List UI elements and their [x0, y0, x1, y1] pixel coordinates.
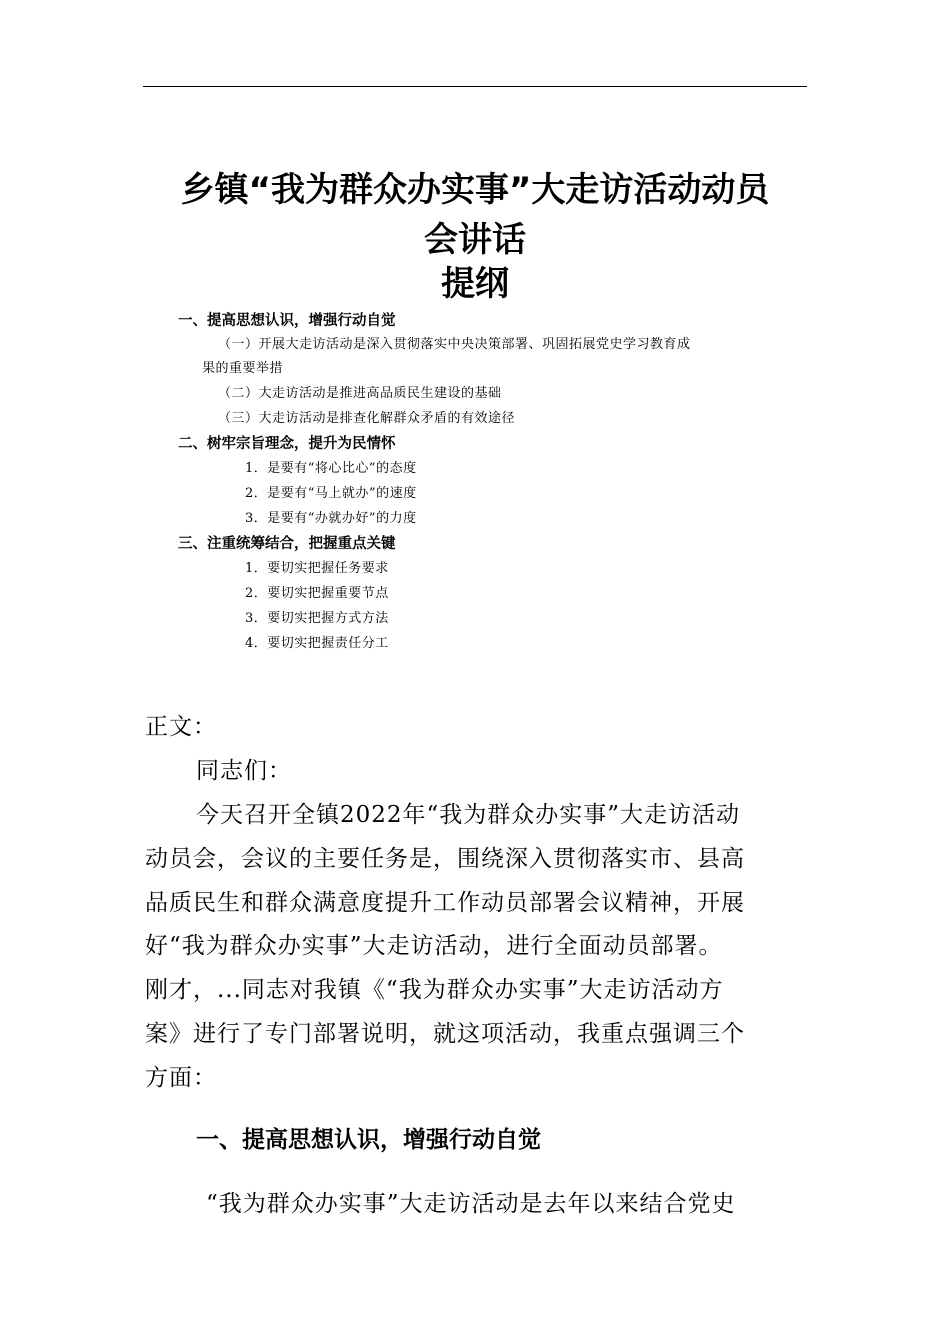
- paragraph-line: 动员会，会议的主要任务是，围绕深入贯彻落实市、县高: [145, 846, 745, 872]
- document-title-line-3: 提纲: [441, 264, 509, 304]
- paragraph-line: “我为群众办实事”大走访活动是去年以来结合党史: [206, 1191, 736, 1217]
- outline-item: 2．是要有“马上就办”的速度: [245, 486, 417, 501]
- header-rule: [143, 86, 807, 87]
- outline-section-heading: 三、注重统筹结合，把握重点关键: [178, 536, 396, 552]
- outline-item: 4．要切实把握责任分工: [245, 636, 389, 651]
- outline-section-heading: 二、树牢宗旨理念，提升为民情怀: [178, 436, 396, 452]
- outline-item: 1．是要有“将心比心”的态度: [245, 461, 417, 476]
- outline-item: 2．要切实把握重要节点: [245, 586, 389, 601]
- document-title-line-2: 会讲话: [424, 220, 526, 260]
- paragraph-line: 好“我为群众办实事”大走访活动，进行全面动员部署。: [145, 933, 723, 959]
- outline-item: 1．要切实把握任务要求: [245, 561, 389, 576]
- outline-item: （一）开展大走访活动是深入贯彻落实中央决策部署、巩固拓展党史学习教育成: [218, 337, 691, 352]
- paragraph-line: 案》进行了专门部署说明，就这项活动，我重点强调三个: [145, 1021, 745, 1047]
- outline-item: 3．要切实把握方式方法: [245, 611, 389, 626]
- paragraph-line: 刚才，...同志对我镇《“我为群众办实事”大走访活动方: [145, 977, 724, 1003]
- paragraph-line: 方面：: [145, 1065, 217, 1091]
- outline-item: （二）大走访活动是推进高品质民生建设的基础: [218, 386, 502, 401]
- outline-section-heading: 一、提高思想认识，增强行动自觉: [178, 313, 396, 329]
- outline-item: （三）大走访活动是排查化解群众矛盾的有效途径: [218, 411, 516, 426]
- salutation: 同志们：: [196, 758, 292, 784]
- paragraph-line: 今天召开全镇2022年“我为群众办实事”大走访活动: [196, 802, 741, 828]
- body-label: 正文：: [145, 714, 217, 740]
- document-title-line-1: 乡镇“我为群众办实事”大走访活动动员: [180, 170, 770, 210]
- outline-item: 果的重要举措: [202, 361, 284, 376]
- outline-item: 3．是要有“办就办好”的力度: [245, 511, 417, 526]
- section-heading: 一、提高思想认识，增强行动自觉: [196, 1127, 541, 1153]
- paragraph-line: 品质民生和群众满意度提升工作动员部署会议精神，开展: [145, 890, 745, 916]
